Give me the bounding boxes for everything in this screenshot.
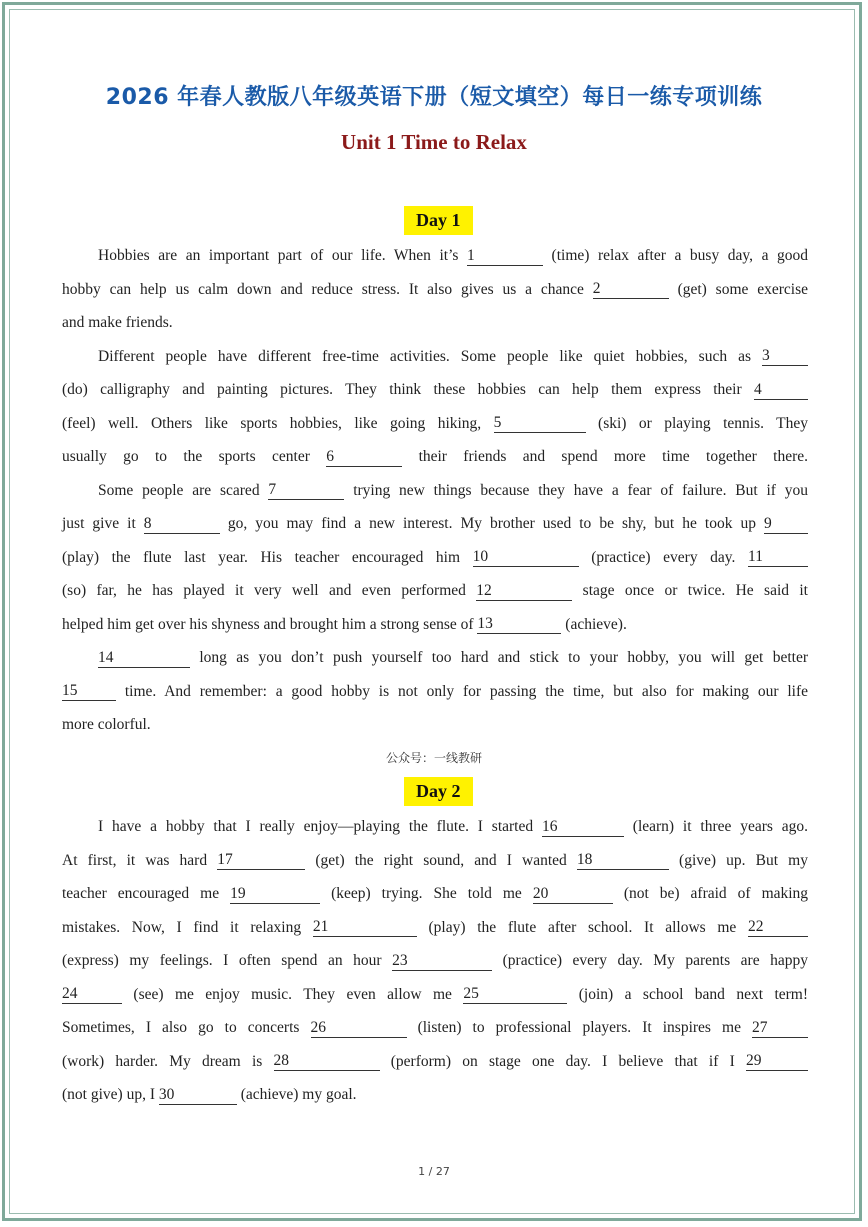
blank-12[interactable]: 12 [476,582,572,601]
text-line: helped him get over his shyness and brought him a strong sense of 13 (achieve). [62,615,627,633]
blank-24[interactable]: 24 [62,985,122,1004]
blank-14[interactable]: 14 [98,649,190,668]
text-line: just give it 8 go, you may find a new interest. My brother used to be shy, but he took up 9 [62,507,808,541]
blank-22[interactable]: 22 [748,918,808,937]
blank-3[interactable]: 3 [762,347,808,366]
text-line: Different people have different free-time activities. Some people like quiet hobbies, such as 3 [62,340,808,374]
blank-21[interactable]: 21 [313,918,417,937]
text-line: (not give) up, I 30 (achieve) my goal. [62,1085,357,1103]
text-line: (express) my feelings. I often spend an hour 23 (practice) every day. My parents are happy [62,951,808,969]
text-line: (work) harder. My dream is 28 (perform) on stage one day. I believe that if I 29 [62,1045,808,1079]
blank-13[interactable]: 13 [477,615,561,634]
blank-6[interactable]: 6 [326,448,402,467]
text-line: teacher encouraged me 19 (keep) trying. She told me 20 (not be) afraid of making [62,884,809,902]
text-line: usually go to the sports center 6 their friends and spend more time together there. [62,447,808,465]
text-line: I have a hobby that I really enjoy—playing the flute. I started 16 (learn) it three years ago. [98,817,809,835]
text-line: Sometimes, I also go to concerts 26 (listen) to professional players. It inspires me 27 [62,1011,808,1045]
blank-8[interactable]: 8 [144,515,220,534]
text-line: 14 long as you don’t push yourself too hard and stick to your hobby, you will get better [98,648,808,666]
text-line: At first, it was hard 17 (get) the right sound, and I wanted 18 (give) up. But my [62,851,808,869]
day2-passage [62,810,808,1112]
page-title: 2026 年春人教版八年级英语下册（短文填空）每日一练专项训练 [105,85,763,110]
blank-27[interactable]: 27 [752,1019,808,1038]
blank-15[interactable]: 15 [62,682,116,701]
blank-2[interactable]: 2 [593,280,669,299]
blank-23[interactable]: 23 [392,952,492,971]
text-line: (play) the flute last year. His teacher encouraged him 10 (practice) every day. 11 [62,541,808,575]
text-line: (do) calligraphy and painting pictures. They think these hobbies can help them express their 4 [62,373,808,407]
blank-18[interactable]: 18 [577,851,669,870]
blank-25[interactable]: 25 [463,985,567,1004]
blank-30[interactable]: 30 [159,1086,237,1105]
blank-10[interactable]: 10 [473,548,579,567]
blank-11[interactable]: 11 [748,548,808,567]
day1-badge: Day 1 [404,206,473,235]
blank-1[interactable]: 1 [467,247,543,266]
blank-20[interactable]: 20 [533,885,613,904]
blank-29[interactable]: 29 [746,1052,808,1071]
blank-4[interactable]: 4 [754,381,808,400]
blank-7[interactable]: 7 [268,481,344,500]
blank-9[interactable]: 9 [764,515,808,534]
blank-16[interactable]: 16 [542,818,624,837]
text-line: more colorful. [62,716,151,733]
text-line: hobby can help us calm down and reduce stress. It also gives us a chance 2 (get) some exercise [62,280,809,298]
text-line: (so) far, he has played it very well and even performed 12 stage once or twice. He said it [62,581,808,599]
day1-passage [62,239,808,742]
day2-badge: Day 2 [404,777,473,806]
text-line: and make friends. [62,314,173,331]
text-line: Hobbies are an important part of our life. When it’s 1 (time) relax after a busy day, a good [98,246,809,264]
blank-5[interactable]: 5 [494,414,586,433]
blank-26[interactable]: 26 [311,1019,407,1038]
unit-subtitle: Unit 1 Time to Relax [341,130,527,154]
text-line: (feel) well. Others like sports hobbies, like going hiking, 5 (ski) or playing tennis. They [62,414,808,432]
blank-17[interactable]: 17 [217,851,305,870]
page-number: 1 / 27 [418,1165,450,1178]
text-line: 15 time. And remember: a good hobby is not only for passing the time, but also for making our life [62,682,808,700]
text-line: mistakes. Now, I find it relaxing 21 (play) the flute after school. It allows me 22 [62,911,808,945]
blank-28[interactable]: 28 [274,1052,380,1071]
blank-19[interactable]: 19 [230,885,320,904]
text-line: Some people are scared 7 trying new things because they have a fear of failure. But if you [98,481,808,499]
wechat-note: 公众号：一线教研 [385,751,482,765]
text-line: 24 (see) me enjoy music. They even allow me 25 (join) a school band next term! [62,985,809,1003]
